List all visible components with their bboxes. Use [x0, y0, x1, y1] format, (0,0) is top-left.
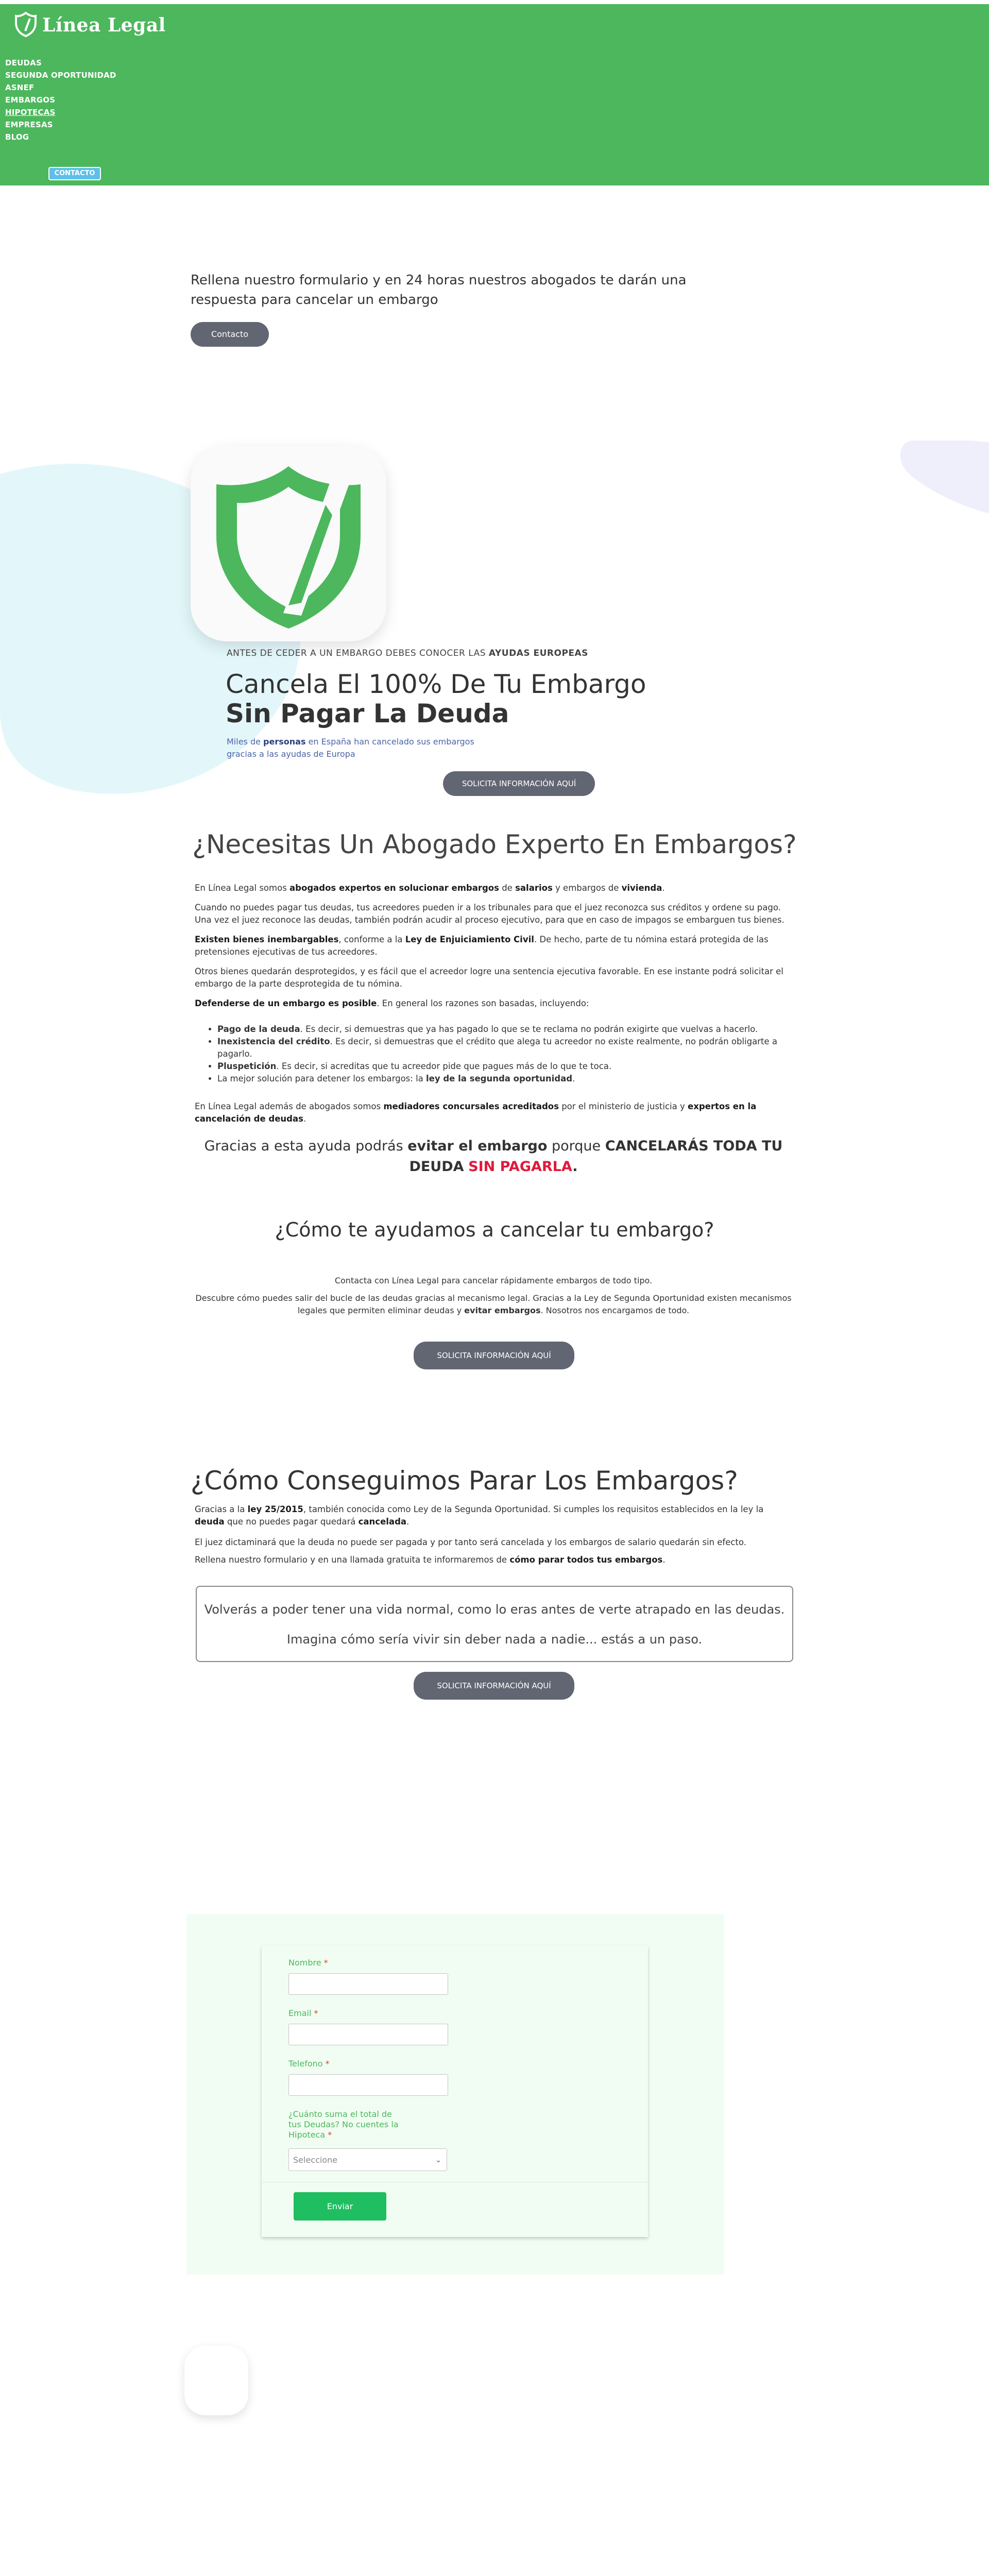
nav-item-hipotecas[interactable]: HIPOTECAS [5, 108, 56, 117]
nav-item-asnef[interactable]: ASNEF [5, 83, 35, 92]
shield-icon [206, 459, 371, 634]
list-item: • Inexistencia del crédito. Es decir, si demuestras que el crédito que alega tu acreedor no existe realmente, no podrán obligarte a pagarlo. [217, 1036, 805, 1060]
quote-line: Volverás a poder tener una vida normal, como lo eras antes de verte atrapado en las deudas. [204, 1602, 785, 1617]
site-logo[interactable] [14, 11, 166, 39]
article-paragraph: Cuando no puedes pagar tus deudas, tus acreedores pueden ir a los tribunales para que el juez reconozca sus créditos y ordene su pago. Una vez el juez reconoce las deudas, también podrán acudir al proceso ejecutivo, para que en caso de impagos se embarguen tus bienes. [195, 903, 785, 925]
request-info-button[interactable]: SOLICITA INFORMACIÓN AQUÍ [443, 771, 595, 796]
list-item: • Pluspetición. Es decir, si acreditas que tu acreedor pide que pagues más de lo que te toca. [217, 1060, 805, 1073]
request-info-button[interactable]: SOLICITA INFORMACIÓN AQUÍ [414, 1342, 574, 1369]
how-paragraph: El juez dictaminará que la deuda no puede ser pagada y por tanto será cancelada y los embargos de salario quedarán sin efecto. [195, 1537, 746, 1547]
article-paragraph: En Línea Legal somos abogados expertos en solucionar embargos de salarios y embargos de vivienda. [195, 883, 665, 893]
shield-icon [14, 11, 37, 39]
article-paragraph: Otros bienes quedarán desprotegidos, y es fácil que el acreedor logre una sentencia ejecutiva favorable. En ese instante podrá solicitar el embargo de la parte desprotegida de tu nómina. [195, 967, 783, 989]
nav-item-deudas[interactable]: DEUDAS [5, 58, 42, 67]
nav-item-segunda-oportunidad[interactable]: SEGUNDA OPORTUNIDAD [5, 71, 116, 80]
name-label: Nombre * [288, 1958, 328, 1968]
debt-total-select[interactable]: Seleccione ⌄ [288, 2148, 447, 2171]
reasons-list [206, 1023, 805, 1085]
contact-nav-button[interactable]: CONTACTO [48, 167, 101, 180]
article-paragraph: Existen bienes inembargables, conforme a la Ley de Enjuiciamiento Civil. De hecho, parte de tu nómina estará protegida de las pretensiones ejecutivas de tus acreedores. [195, 935, 769, 957]
decorative-card [184, 2346, 248, 2415]
help-heading: ¿Cómo te ayudamos a cancelar tu embargo? [275, 1218, 714, 1241]
hero-description: Miles de personas en España han cancelado sus embargos gracias a las ayudas de Europa [227, 737, 474, 759]
nav-item-empresas[interactable]: EMPRESAS [5, 120, 53, 129]
name-field[interactable] [288, 1973, 448, 1995]
phone-label: Telefono * [288, 2059, 330, 2069]
hero-title: Cancela El 100% De Tu Embargo [226, 669, 646, 699]
request-info-button[interactable]: SOLICITA INFORMACIÓN AQUÍ [414, 1672, 574, 1700]
help-paragraph: Contacta con Línea Legal para cancelar rápidamente embargos de todo tipo. [334, 1276, 653, 1285]
article-paragraph: Defenderse de un embargo es posible. En general los razones son basadas, incluyendo: [195, 998, 589, 1008]
quote-box [196, 1586, 793, 1662]
highlight-statement: Gracias a esta ayuda podrás evitar el embargo porque CANCELARÁS TODA TU DEUDA SIN PAGARLA. [204, 1138, 783, 1175]
nav-item-embargos[interactable]: EMBARGOS [5, 95, 56, 105]
nav-item-blog[interactable]: BLOG [5, 132, 29, 142]
submit-button[interactable]: Enviar [294, 2192, 386, 2221]
contact-button[interactable]: Contacto [191, 322, 269, 347]
article-paragraph: En Línea Legal además de abogados somos mediadores concursales acreditados por el ministerio de justicia y expertos en la cancelación de deudas. [195, 1101, 757, 1124]
help-paragraph: Descubre cómo puedes salir del bucle de las deudas gracias al mecanismo legal. Gracias a la Ley de Segunda Oportunidad existen mecanismos legales que permiten eliminar deudas y evitar embargos. Nosotros nos encargamos de todo. [195, 1293, 792, 1315]
hero-title-bold: Sin Pagar La Deuda [226, 699, 509, 728]
how-heading: ¿Cómo Conseguimos Parar Los Embargos? [191, 1466, 738, 1496]
list-item: • La mejor solución para detener los embargos: la ley de la segunda oportunidad. [217, 1073, 805, 1085]
quote-line: Imagina cómo sería vivir sin deber nada a nadie... estás a un paso. [286, 1632, 703, 1647]
how-paragraph: Rellena nuestro formulario y en una llamada gratuita te informaremos de cómo parar todos tus embargos. [195, 1555, 666, 1565]
chevron-down-icon: ⌄ [435, 2156, 441, 2164]
list-item: • Pago de la deuda. Es decir, si demuestras que ya has pagado lo que se te reclama no podrán exigirte que vuelvas a hacerlo. [217, 1023, 805, 1036]
debt-total-label: ¿Cuánto suma el total de tus Deudas? No cuentes la Hipoteca * [288, 2109, 399, 2140]
hero-kicker: ANTES DE CEDER A UN EMBARGO DEBES CONOCER LAS AYUDAS EUROPEAS [227, 648, 588, 658]
decorative-blob-right [896, 440, 989, 518]
intro-text: Rellena nuestro formulario y en 24 horas nuestros abogados te darán una respuesta para cancelar un embargo [191, 273, 687, 308]
how-paragraph: Gracias a la ley 25/2015, también conocida como Ley de la Segunda Oportunidad. Si cumples los requisitos establecidos en la ley la deuda que no puedes pagar quedará cancelada. [195, 1504, 764, 1527]
brand-name: Línea Legal [42, 14, 166, 36]
main-nav [5, 57, 116, 143]
email-label: Email * [288, 2008, 318, 2018]
section-heading: ¿Necesitas Un Abogado Experto En Embargos? [192, 829, 797, 859]
email-field[interactable] [288, 2024, 448, 2045]
phone-field[interactable] [288, 2074, 448, 2096]
